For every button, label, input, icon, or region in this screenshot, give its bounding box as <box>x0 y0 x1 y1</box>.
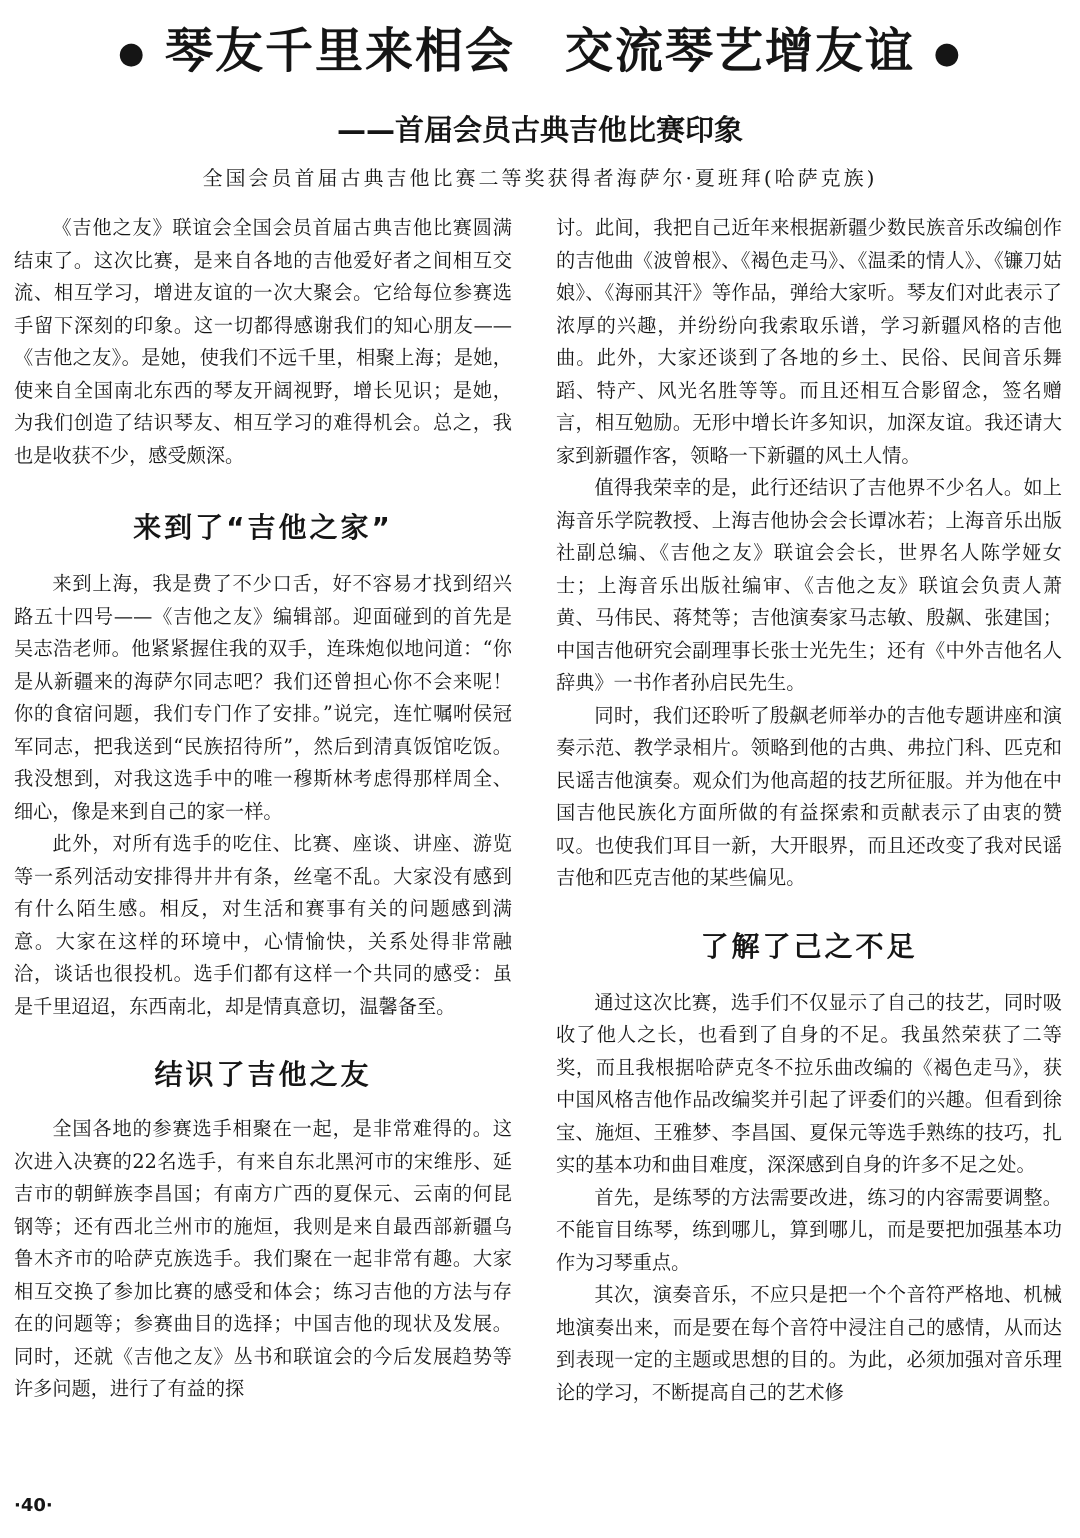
paragraph: 其次，演奏音乐，不应只是把一个个音符严格地、机械地演奏出来，而是要在每个音符中浸注自己的感情，从而达到表现一定的主题或思想的目的。为此，必须加强对音乐理论的学习，不断提高自己的艺术修 <box>556 1283 1062 1404</box>
article-subtitle: ——首届会员古典吉他比赛印象 <box>336 113 743 147</box>
paragraph: 同时，我们还聆听了殷飙老师举办的吉他专题讲座和演奏示范、教学录相片。领略到他的古典、弗拉门科、匹克和民谣吉他演奏。观众们为他高超的技艺所征服。并为他在中国吉他民族化方面所做的有益探索和贡献表示了由衷的赞叹。也使我们耳目一新，大开眼界，而且还改变了我对民谣吉他和匹克吉他的某些偏见。 <box>556 703 1062 889</box>
paragraph: 来到上海，我是费了不少口舌，好不容易才找到绍兴路五十四号——《吉他之友》编辑部。迎面碰到的首先是吴志浩老师。他紧紧握住我的双手，连珠炮似地问道：“你是从新疆来的海萨尔同志吧？我们还曾担心你不会来呢！你的食宿问题，我们专门作了安排。”说完，连忙嘱咐侯冠军同志，把我送到“民族招待所”，然后到清真饭馆吃饭。我没想到，对我这选手中的唯一穆斯林考虑得那样周全、细心，像是来到自己的家一样。 <box>14 572 512 823</box>
right-column <box>556 212 1062 1409</box>
paragraph: 值得我荣幸的是，此行还结识了吉他界不少名人。如上海音乐学院教授、上海吉他协会会长谭冰若；上海音乐出版社副总编、《吉他之友》联谊会会长，世界名人陈学娅女士；上海音乐出版社编审、《吉他之友》联谊会负责人萧黄、马伟民、蒋梵等；吉他演奏家马志敏、殷飙、张建国；中国吉他研究会副理事长张士光先生；还有《中外吉他名人辞典》一书作者孙启民先生。 <box>556 476 1062 694</box>
section-heading: 结识了吉他之友 <box>154 1058 372 1091</box>
article-title-text: 琴友千里来相会 交流琴艺增友谊 <box>164 23 915 79</box>
paragraph: 《吉他之友》联谊会全国会员首届古典吉他比赛圆满结束了。这次比赛，是来自各地的吉他爱好者之间相互交流、相互学习，增进友谊的一次大聚会。它给每位参赛选手留下深刻的印象。这一切都得感谢我们的知心朋友——《吉他之友》。是她，使我们不远千里，相聚上海；是她，使来自全国南北东西的琴友开阔视野，增长见识；是她，为我们创造了结识琴友、相互学习的难得机会。总之，我也是收获不少，感受颇深。 <box>14 216 512 467</box>
paragraph: 讨。此间，我把自己近年来根据新疆少数民族音乐改编创作的吉他曲《波曾根》、《褐色走马》、《温柔的情人》、《镰刀姑娘》、《海丽其汗》等作品，弹给大家听。琴友们对此表示了浓厚的兴趣，并纷纷向我索取乐谱，学习新疆风格的吉他曲。此外，大家还谈到了各地的乡土、民俗、民间音乐舞蹈、特产、风光名胜等等。而且还相互合影留念，签名赠言，相互勉励。无形中增长许多知识，加深友谊。我还请大家到新疆作客，领略一下新疆的风土人情。 <box>556 216 1062 467</box>
page-number: ·40· <box>14 1495 53 1516</box>
left-column <box>14 212 512 1406</box>
paragraph: 此外，对所有选手的吃住、比赛、座谈、讲座、游览等一系列活动安排得井井有条，丝毫不乱。大家没有感到有什么陌生感。相反，对生活和赛事有关的问题感到满意。大家在这样的环境中，心情愉快，关系处得非常融洽，谈话也很投机。选手们都有这样一个共同的感受：虽是千里迢迢，东西南北，却是情真意切，温馨备至。 <box>14 832 512 1018</box>
paragraph: 通过这次比赛，选手们不仅显示了自己的技艺，同时吸收了他人之长，也看到了自身的不足。我虽然荣获了二等奖，而且我根据哈萨克冬不拉乐曲改编的《褐色走马》，获中国风格吉他作品改编奖并引起了评委们的兴趣。但看到徐宝、施烜、王雅梦、李昌国、夏保元等选手熟练的技巧，扎实的基本功和曲目难度，深深感到自身的许多不足之处。 <box>556 990 1062 1176</box>
bullet-dot-icon: ● <box>118 36 147 71</box>
article-title <box>0 18 1080 87</box>
author-line: 全国会员首届古典吉他比赛二等奖获得者海萨尔·夏班拜(哈萨克族) <box>202 166 878 190</box>
paragraph: 首先，是练琴的方法需要改进，练习的内容需要调整。不能盲目练琴，练到哪儿，算到哪儿，而是要把加强基本功作为习琴重点。 <box>556 1185 1062 1274</box>
section-heading: 了解了己之不足 <box>700 929 918 963</box>
paragraph: 全国各地的参赛选手相聚在一起，是非常难得的。这次进入决赛的22名选手，有来自东北黑河市的宋维彤、延吉市的朝鲜族李昌国；有南方广西的夏保元、云南的何昆钢等；还有西北兰州市的施烜，我则是来自最西部新疆乌鲁木齐市的哈萨克族选手。我们聚在一起非常有趣。大家相互交换了参加比赛的感受和体会；练习吉他的方法与存在的问题等；参赛曲目的选择；中国吉他的现状及发展。同时，还就《吉他之友》丛书和联谊会的今后发展趋势等许多问题，进行了有益的探 <box>14 1117 512 1400</box>
bullet-dot-icon: ● <box>933 36 962 71</box>
section-heading: 来到了“吉他之家” <box>133 511 393 544</box>
